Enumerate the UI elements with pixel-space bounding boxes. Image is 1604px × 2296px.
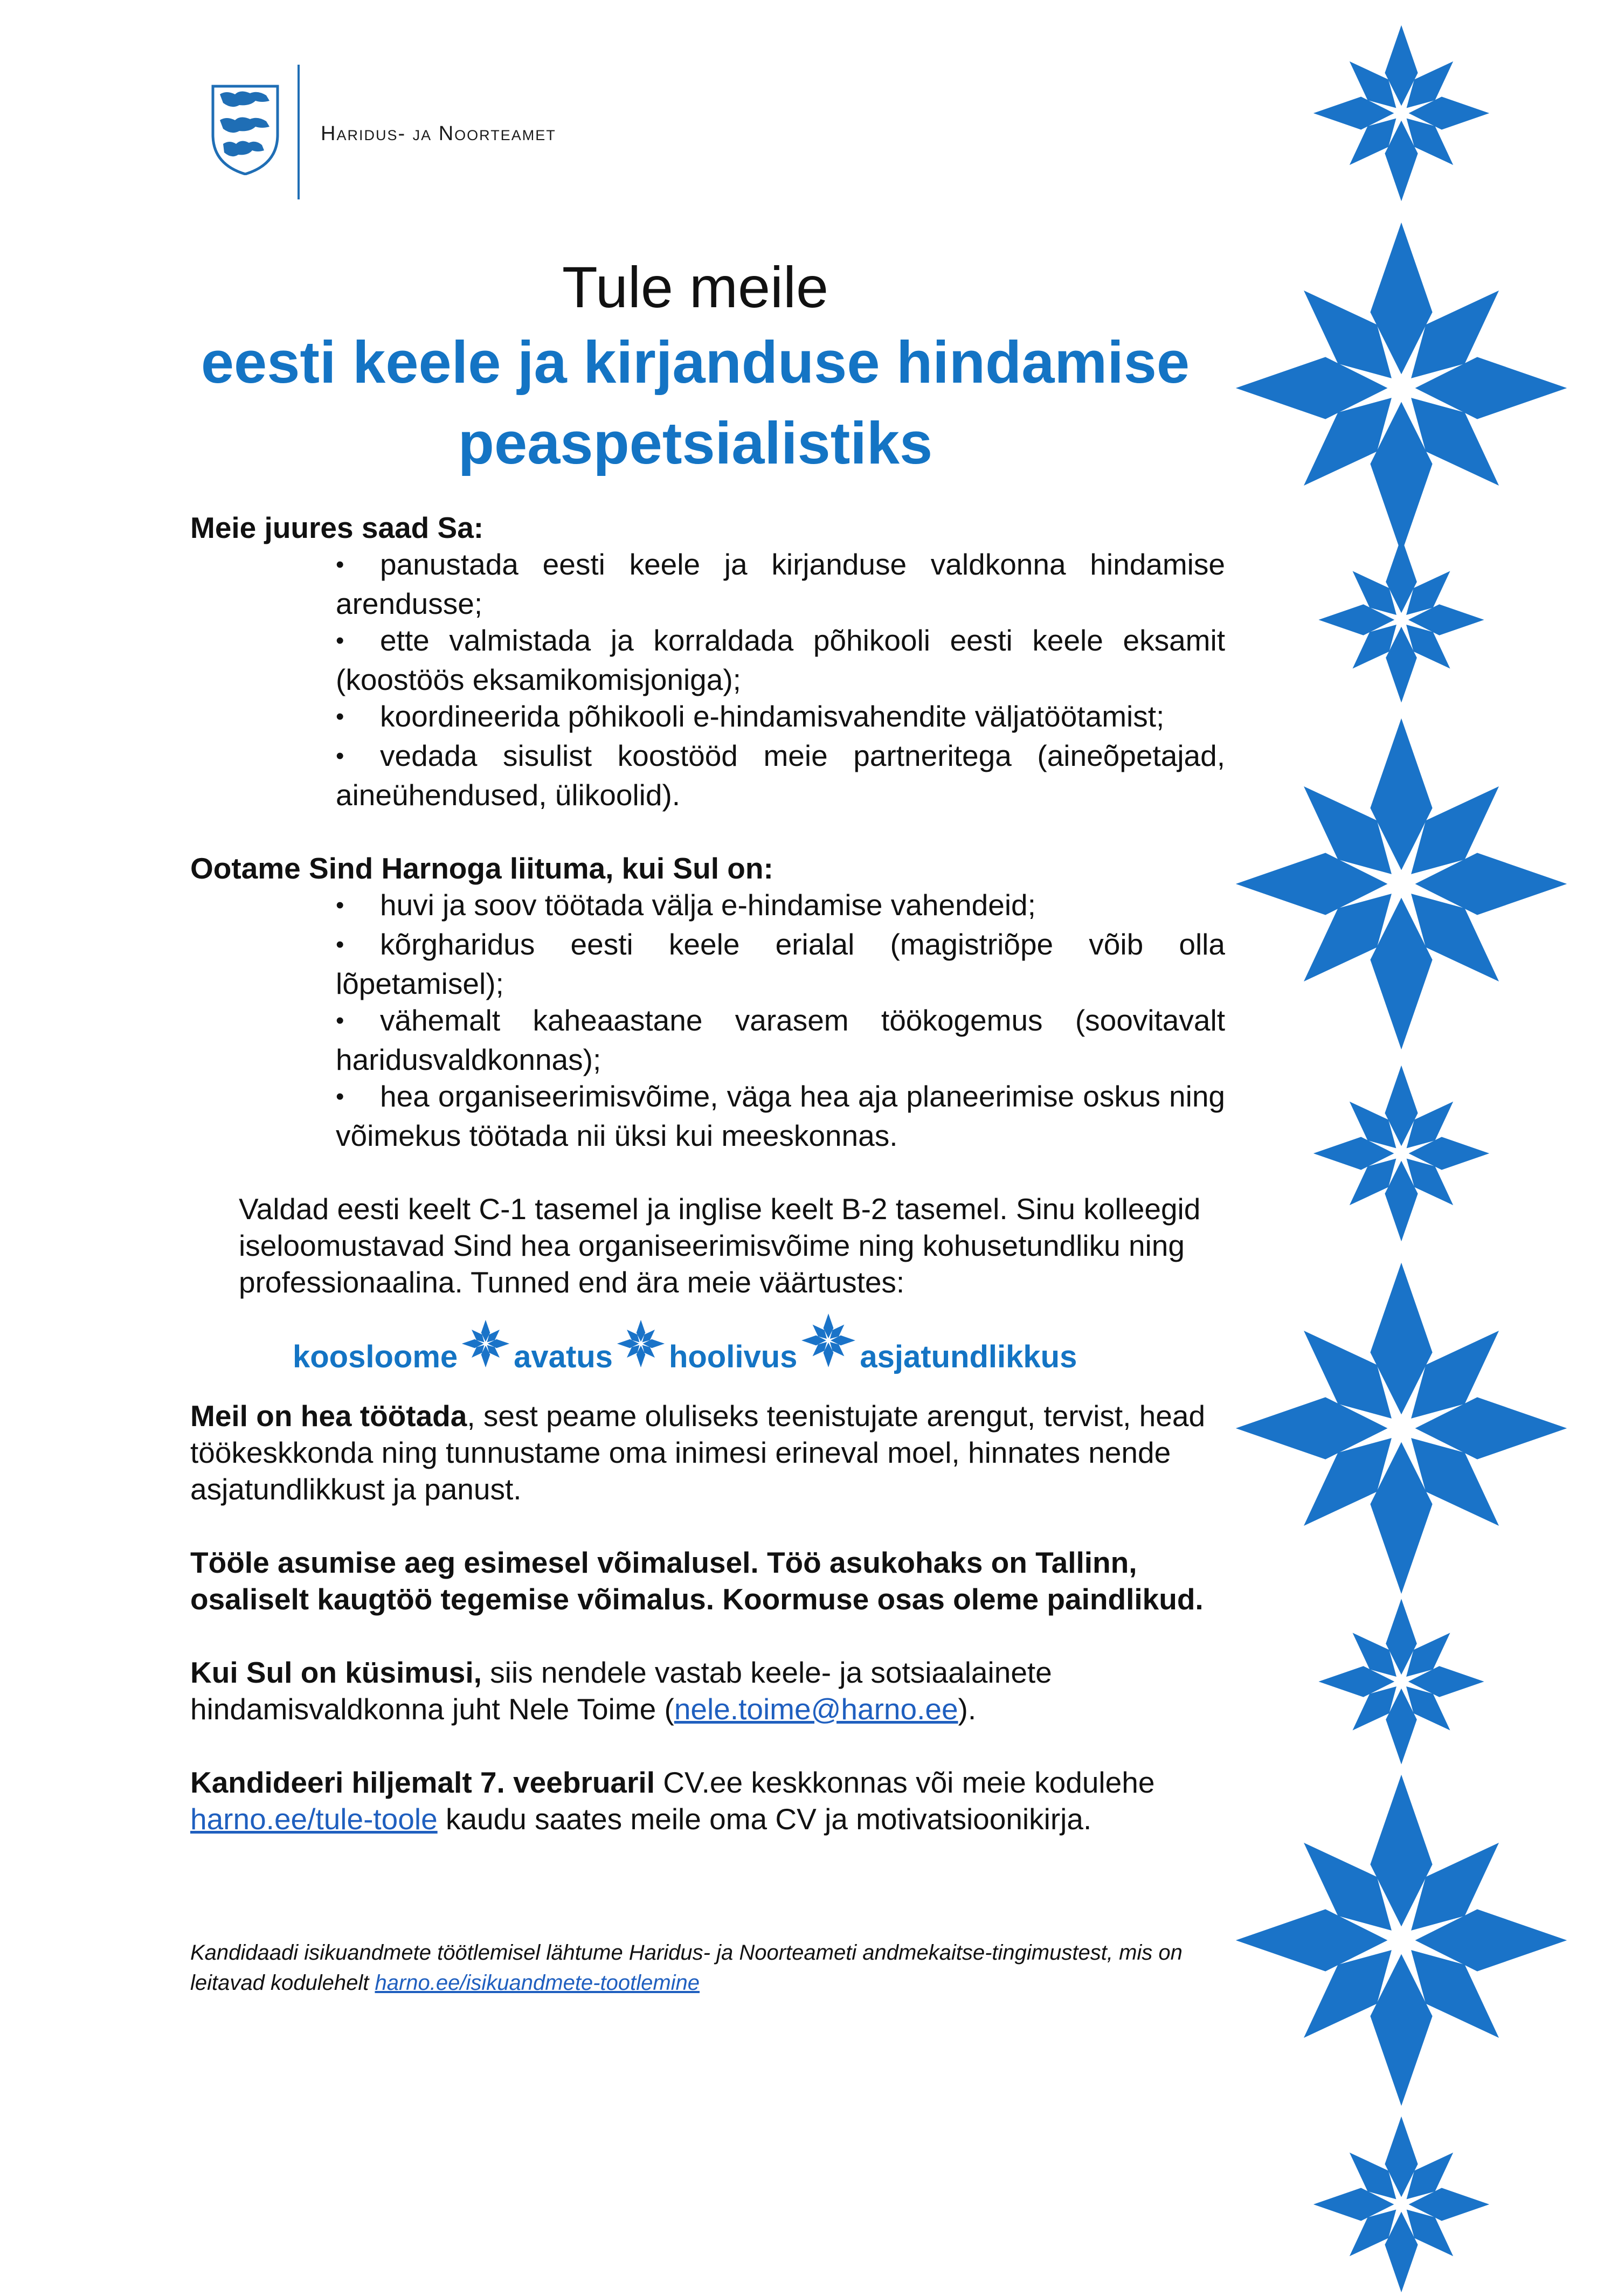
eight-point-star-icon bbox=[1229, 1768, 1574, 2113]
eight-point-star-icon bbox=[1229, 711, 1574, 1056]
value-asjatundlikkus: asjatundlikkus bbox=[860, 1339, 1077, 1374]
value-avatus: avatus bbox=[514, 1339, 613, 1374]
eight-point-star-icon bbox=[800, 1310, 856, 1371]
values-row bbox=[190, 1305, 1225, 1375]
organization-name: Haridus- ja Noorteamet bbox=[321, 122, 556, 145]
list-item: •huvi ja soov töötada välja e-hindamise vahendeid; bbox=[336, 887, 1225, 926]
list-item: •koordineerida põhikooli e-hindamisvahendite väljatöötamist; bbox=[336, 698, 1225, 737]
eight-point-star-icon bbox=[1229, 216, 1574, 561]
requirements-heading: Ootame Sind Harnoga liituma, kui Sul on: bbox=[190, 852, 773, 885]
apply-paragraph: Kandideeri hiljemalt 7. veebruaril CV.ee keskkonnas või meie kodulehe harno.ee/tule-toole kaudu saates meile oma CV ja motivatsioonikirja. bbox=[190, 1766, 1155, 1836]
offer-heading: Meie juures saad Sa: bbox=[190, 511, 484, 544]
eight-point-star-icon bbox=[1310, 2113, 1493, 2296]
eight-point-star-icon bbox=[1315, 534, 1488, 706]
eight-point-star-icon bbox=[1310, 22, 1493, 205]
eight-point-star-icon bbox=[1315, 1595, 1488, 1768]
eight-point-star-icon bbox=[461, 1317, 510, 1371]
start-info-paragraph: Tööle asumise aeg esimesel võimalusel. Töö asukohaks on Tallinn, osaliselt kaugtöö tegemise võimalus. Koormuse osas oleme paindlikud. bbox=[190, 1546, 1204, 1616]
eight-point-star-icon bbox=[1229, 1256, 1574, 1601]
eight-point-star-icon bbox=[1310, 1062, 1493, 1245]
offer-list bbox=[190, 546, 1225, 813]
list-item: •ette valmistada ja korraldada põhikooli eesti keele eksamit (koostöös eksamikomisjoniga); bbox=[336, 622, 1225, 698]
title-intro: Tule meile bbox=[562, 254, 829, 320]
job-title-line-2: peaspetsialistiks bbox=[458, 410, 933, 476]
estonian-coat-of-arms-icon bbox=[210, 84, 280, 175]
main-content bbox=[190, 509, 1225, 1837]
privacy-link[interactable]: harno.ee/isikuandmete-tootlemine bbox=[375, 1971, 700, 1995]
list-item: •vähemalt kaheaastane varasem töökogemus (soovitavalt haridusvaldkonnas); bbox=[336, 1002, 1225, 1078]
benefits-paragraph: Meil on hea töötada, sest peame oluliseks teenistujate arengut, tervist, head töökeskkonda ning tunnustame oma inimesi erineval moel, hinnates nende asjatundlikkust ja panust. bbox=[190, 1399, 1206, 1506]
title-block bbox=[162, 252, 1229, 484]
header-divider bbox=[298, 65, 300, 199]
value-koosloome: koosloome bbox=[293, 1339, 458, 1374]
privacy-note: Kandidaadi isikuandmete töötlemisel lähtume Haridus- ja Noorteameti andmekaitse-tingimustest, mis on leitavad kodulehelt harno.ee/isikuandmete-tootlemine bbox=[190, 1941, 1183, 1995]
decorative-star-column bbox=[1240, 0, 1604, 2269]
value-hoolivus: hoolivus bbox=[668, 1339, 798, 1374]
list-item: •kõrgharidus eesti keele erialal (magistriõpe võib olla lõpetamisel); bbox=[336, 926, 1225, 1002]
requirements-list bbox=[190, 887, 1225, 1154]
list-item: •panustada eesti keele ja kirjanduse valdkonna hindamise arendusse; bbox=[336, 546, 1225, 622]
eight-point-star-icon bbox=[616, 1317, 666, 1371]
job-title-line-1: eesti keele ja kirjanduse hindamise bbox=[200, 329, 1190, 396]
languages-paragraph: Valdad eesti keelt C-1 tasemel ja inglise keelt B-2 tasemel. Sinu kolleegid iseloomustavad Sind hea organiseerimisvõime ning kohusetundliku ning professionaalina. Tunned end ära meie väärtustes: bbox=[239, 1192, 1201, 1299]
contact-email-link[interactable]: nele.toime@harno.ee bbox=[674, 1692, 958, 1726]
apply-link[interactable]: harno.ee/tule-toole bbox=[190, 1802, 438, 1836]
list-item: •hea organiseerimisvõime, väga hea aja planeerimise oskus ning võimekus töötada nii üksi kui meeskonnas. bbox=[336, 1078, 1225, 1154]
list-item: •vedada sisulist koostööd meie partneritega (aineõpetajad, aineühendused, ülikoolid). bbox=[336, 737, 1225, 813]
questions-paragraph: Kui Sul on küsimusi, siis nendele vastab keele- ja sotsiaalainete hindamisvaldkonna juht Nele Toime (nele.toime@harno.ee). bbox=[190, 1656, 1052, 1726]
